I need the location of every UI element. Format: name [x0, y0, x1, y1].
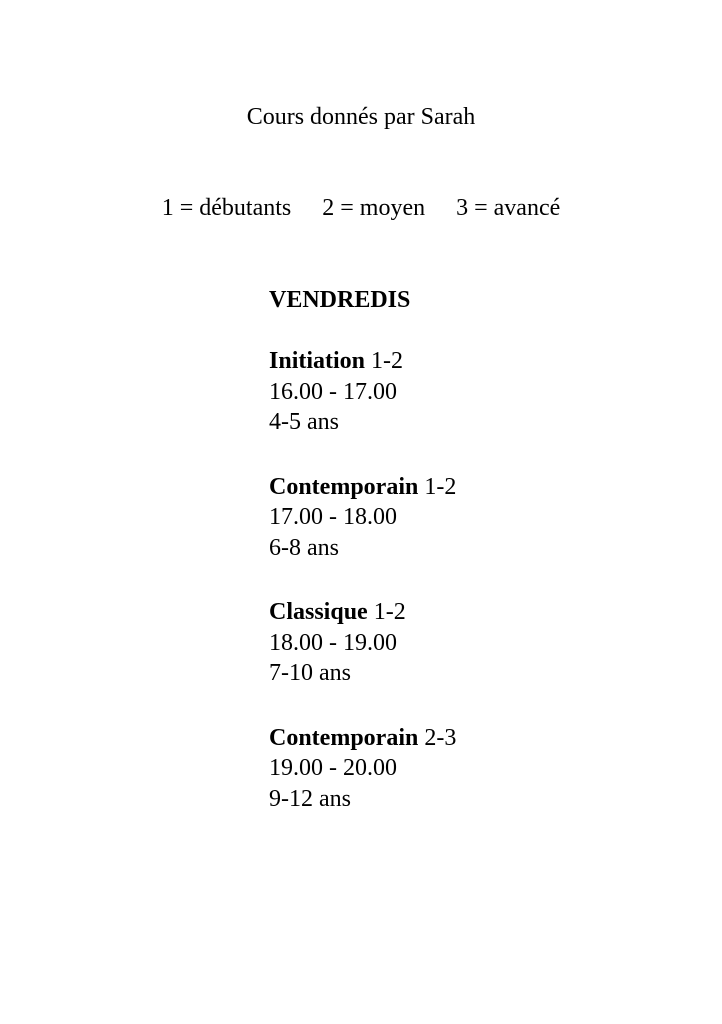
course-levels: 1-2 — [371, 348, 404, 374]
course-ages: 6-8 ans — [269, 534, 339, 561]
course-block-classical — [269, 597, 456, 689]
course-heading — [269, 472, 456, 503]
legend-intermediate: 2 = moyen — [322, 195, 426, 221]
course-name: Contemporain — [269, 473, 419, 500]
course-block-contemporary-1-2 — [269, 472, 456, 564]
level-legend — [0, 193, 722, 223]
course-levels: 1-2 — [373, 599, 406, 625]
course-heading — [269, 346, 456, 377]
course-ages: 7-10 ans — [269, 660, 351, 686]
course-name: Contemporain — [269, 724, 419, 751]
schedule-day: VENDREDIS — [269, 287, 411, 313]
course-time: 19.00 - 20.00 — [269, 755, 397, 781]
course-levels: 1-2 — [424, 473, 457, 500]
document-title: Cours donnés par Sarah — [246, 104, 476, 130]
course-time: 18.00 - 19.00 — [269, 629, 397, 656]
course-heading — [269, 723, 456, 754]
class-schedule — [269, 285, 456, 814]
legend-beginner: 1 = débutants — [161, 195, 292, 221]
course-levels: 2-3 — [424, 724, 457, 751]
course-time: 16.00 - 17.00 — [269, 378, 397, 405]
course-name: Initiation — [269, 348, 366, 374]
course-name: Classique — [269, 599, 368, 625]
course-block-initiation — [269, 346, 456, 438]
legend-advanced: 3 = avancé — [456, 195, 561, 221]
course-ages: 9-12 ans — [269, 785, 351, 812]
course-ages: 4-5 ans — [269, 409, 339, 435]
course-time: 17.00 - 18.00 — [269, 504, 397, 530]
course-block-contemporary-2-3 — [269, 723, 456, 815]
course-heading — [269, 597, 456, 628]
